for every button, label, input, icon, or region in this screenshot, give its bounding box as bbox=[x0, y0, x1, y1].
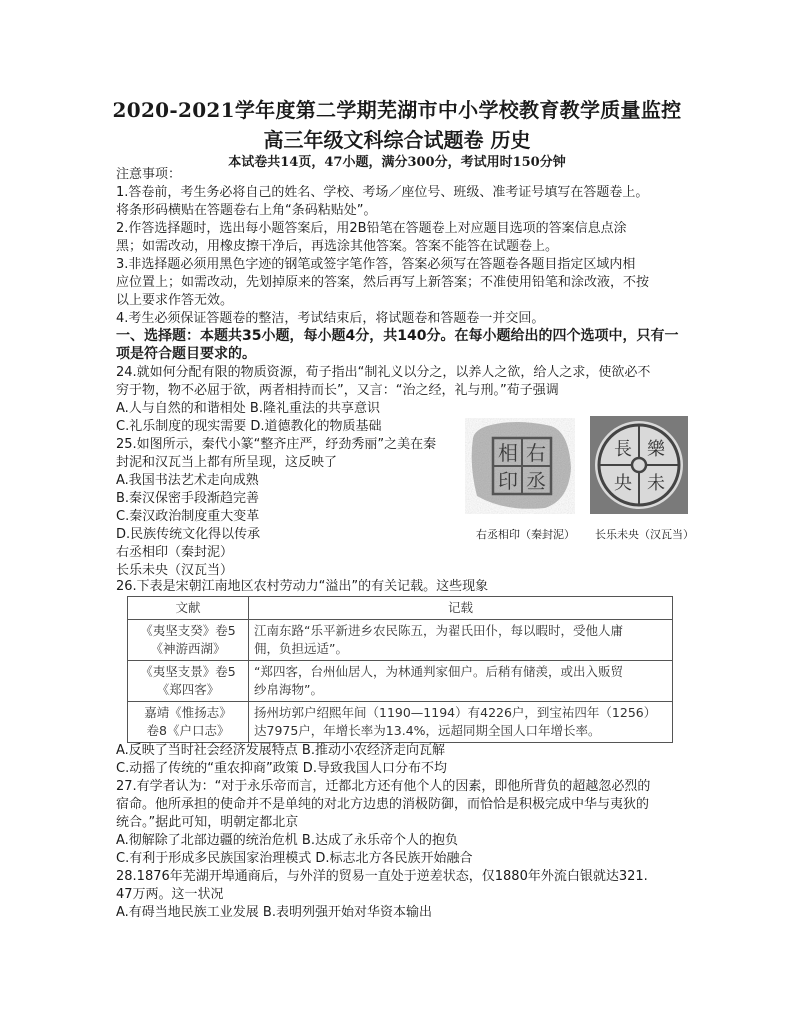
question-25-option: B.秦汉保密手段渐趋完善 bbox=[116, 491, 260, 506]
source-line: 嘉靖《惟扬志》 bbox=[144, 705, 232, 720]
question-24-stem: 穷于物，物不必屈于欲，两者相持而长”，又言：“治之经，礼与刑。”荀子强调 bbox=[116, 383, 559, 398]
question-25-option: C.秦汉政治制度重大变革 bbox=[116, 509, 260, 524]
tile-end-glyph: 長 bbox=[614, 439, 632, 460]
exam-info: 本试卷共14页，47小题，满分300分，考试用时150分钟 bbox=[228, 155, 566, 170]
record-line: 佣，负担远适”。 bbox=[254, 641, 348, 656]
question-25-option: D.民族传统文化得以传承 bbox=[116, 527, 261, 542]
seal-clay-glyph: 相 bbox=[498, 441, 518, 465]
note-line: 以上要求作答无效。 bbox=[116, 293, 234, 308]
question-27-stem: 27.有学者认为：“对于永乐帝而言，迁都北方还有他个人的因素，即他所背负的超越忽必烈的 bbox=[116, 779, 651, 794]
tile-end-image bbox=[590, 416, 688, 514]
tile-end-glyph: 未 bbox=[647, 473, 665, 494]
question-27-option: A.彻解除了北部边疆的统治危机 B.达成了永乐帝个人的抱负 bbox=[116, 833, 458, 848]
question-28-stem: 47万两。这一状况 bbox=[116, 887, 224, 902]
seal-clay-glyph: 印 bbox=[498, 469, 518, 493]
question-28-option: A.有碍当地民族工业发展 B.表明列强开始对华资本输出 bbox=[116, 905, 432, 920]
note-line: 2.作答选择题时，选出每小题答案后，用2B铅笔在答题卷上对应题目选项的答案信息点涂 bbox=[116, 221, 627, 236]
record-line: 达7975户，年增长率为13.4%，远超同期全国人口年增长率。 bbox=[254, 723, 601, 738]
note-line: 应位置上；如需改动，先划掉原来的答案，然后再写上新答案；不准使用铅笔和涂改液，不按 bbox=[116, 275, 650, 290]
note-line: 4.考生必须保证答题卷的整洁，考试结束后，将试题卷和答题卷一并交回。 bbox=[116, 311, 545, 326]
table-row bbox=[128, 620, 673, 661]
question-26-option: C.动摇了传统的“重农抑商”政策 D.导致我国人口分布不均 bbox=[116, 761, 447, 776]
seal-clay-glyph: 右 bbox=[526, 441, 546, 465]
table-cell-source bbox=[128, 702, 249, 743]
source-line: 《夷坚支景》卷5 bbox=[140, 664, 236, 679]
question-27-stem: 宿命。他所承担的使命并不是单纯的对北方边患的消极防御，而恰恰是积极完成中华与夷狄的 bbox=[116, 797, 650, 812]
question-24-option: C.礼乐制度的现实需要 D.道德教化的物质基础 bbox=[116, 419, 382, 434]
section-heading: 项是符合题目要求的。 bbox=[116, 346, 256, 362]
seal-clay-glyph: 丞 bbox=[526, 469, 546, 493]
seal-clay-caption: 右丞相印（秦封泥） bbox=[476, 528, 575, 541]
table-header-cell: 文献 bbox=[128, 597, 249, 620]
note-line: 3.非选择题必须用黑色字迹的钢笔或签字笔作答，答案必须写在答题卷各题目指定区域内相 bbox=[116, 257, 636, 272]
source-line: 《郑四客》 bbox=[156, 682, 220, 697]
record-line: 纱帛海物”。 bbox=[254, 682, 323, 697]
question-25-stem: 25.如图所示，秦代小篆“整齐庄严，纾劲秀丽”之美在秦 bbox=[116, 437, 437, 452]
record-line: “郑四客，台州仙居人，为林通判家佃户。后稍有储羡，或出入贩贸 bbox=[254, 664, 623, 679]
table-cell-record bbox=[249, 661, 673, 702]
note-line: 将条形码横贴在答题卷右上角“条码粘贴处”。 bbox=[116, 203, 377, 218]
record-line: 扬州坊郭户绍熙年间（1190—1194）有4226户，到宝祐四年（1256） bbox=[254, 705, 657, 720]
tile-end-glyph: 樂 bbox=[647, 439, 665, 460]
section-heading: 一、选择题：本题共35小题，每小题4分，共140分。在每小题给出的四个选项中，只有一 bbox=[116, 328, 679, 344]
source-line: 《神游西湖》 bbox=[150, 641, 226, 656]
table-cell-source bbox=[128, 620, 249, 661]
tile-end-caption: 长乐未央（汉瓦当） bbox=[595, 528, 694, 541]
question-25-option: A.我国书法艺术走向成熟 bbox=[116, 473, 259, 488]
records-table bbox=[127, 596, 673, 743]
table-header-cell: 记载 bbox=[249, 597, 673, 620]
note-line: 黑；如需改动，用橡皮擦干净后，再选涂其他答案。答案不能答在试题卷上。 bbox=[116, 239, 559, 254]
table-row bbox=[128, 702, 673, 743]
question-26-option: A.反映了当时社会经济发展特点 B.推动小农经济走向瓦解 bbox=[116, 743, 445, 758]
question-24-stem: 24.就如何分配有限的物质资源，荀子指出“制礼义以分之，以养人之欲，给人之求，使欲必不 bbox=[116, 365, 651, 380]
question-25-extra: 右丞相印（秦封泥） bbox=[116, 545, 234, 560]
seal-clay-image bbox=[465, 418, 575, 514]
question-24-option: A.人与自然的和谐相处 B.隆礼重法的共享意识 bbox=[116, 401, 380, 416]
question-25-extra: 长乐未央（汉瓦当） bbox=[116, 563, 234, 578]
source-line: 卷8《户口志》 bbox=[146, 723, 230, 738]
notes-heading: 注意事项： bbox=[116, 167, 182, 182]
question-28-stem: 28.1876年芜湖开埠通商后，与外洋的贸易一直处于逆差状态，仅1880年外流白银就达321. bbox=[116, 869, 648, 884]
table-cell-record bbox=[249, 702, 673, 743]
question-27-stem: 统合。”据此可知，明朝定都北京 bbox=[116, 815, 299, 830]
question-25-stem: 封泥和汉瓦当上都有所呈现，这反映了 bbox=[116, 455, 338, 470]
question-27-option: C.有利于形成多民族国家治理模式 D.标志北方各民族开始融合 bbox=[116, 851, 473, 866]
question-26-stem: 26.下表是宋朝江南地区农村劳动力“溢出”的有关记载。这些现象 bbox=[116, 579, 489, 594]
record-line: 江南东路“乐平新进乡农民陈五，为翟氏田仆，每以暇时，受他人庸 bbox=[254, 623, 623, 638]
exam-title: 2020-2021学年度第二学期芜湖市中小学校教育教学质量监控 bbox=[112, 98, 682, 122]
exam-subtitle: 高三年级文科综合试题卷 历史 bbox=[263, 128, 531, 152]
table-cell-source bbox=[128, 661, 249, 702]
table-header-row bbox=[128, 597, 673, 620]
table-cell-record bbox=[249, 620, 673, 661]
tile-end-glyph: 央 bbox=[614, 473, 632, 494]
source-line: 《夷坚支癸》卷5 bbox=[140, 623, 236, 638]
table-row bbox=[128, 661, 673, 702]
note-line: 1.答卷前，考生务必将自己的姓名、学校、考场／座位号、班级、准考证号填写在答题卷上。 bbox=[116, 185, 649, 200]
